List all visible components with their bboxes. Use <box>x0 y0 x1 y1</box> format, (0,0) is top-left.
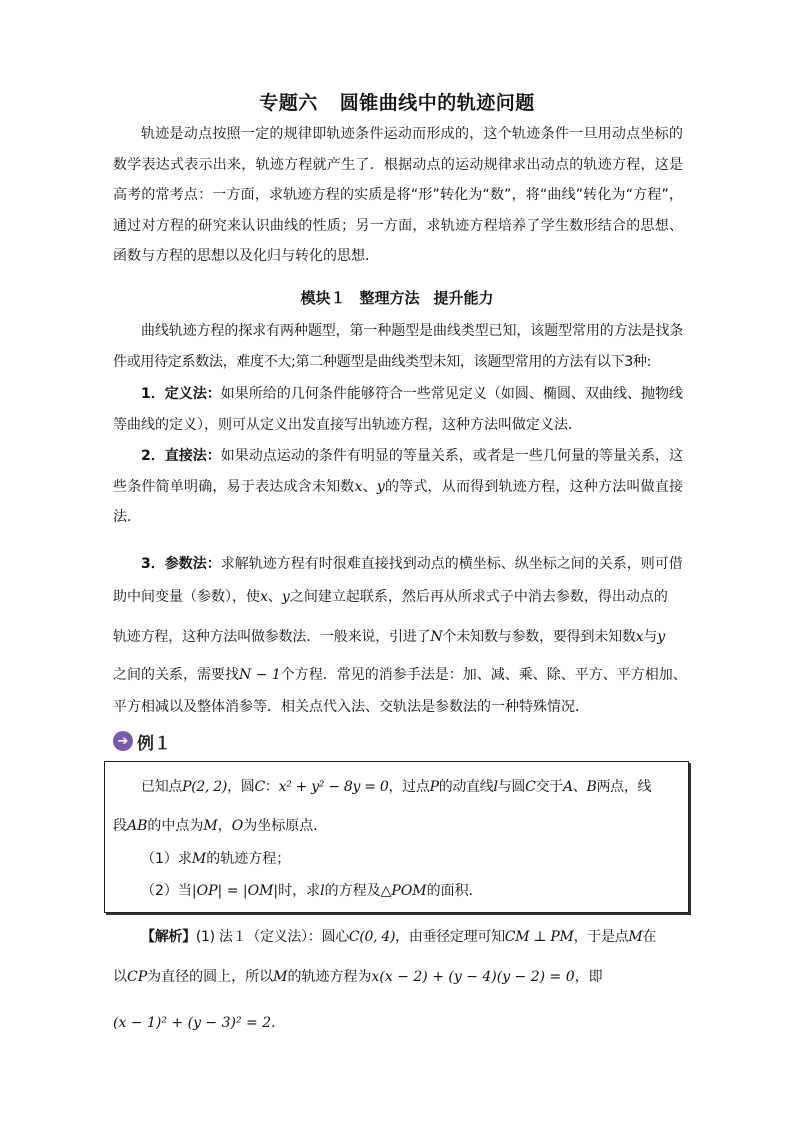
q-text: ： <box>264 779 279 795</box>
method-direct <box>113 441 683 533</box>
method3-line4-a: 之间的关系，需要找 <box>113 667 239 683</box>
sol-text: ，由垂径定理可知 <box>395 929 505 945</box>
sol-text: (1) 法１（定义法）：圆心 <box>195 929 349 945</box>
q-text: （2）当 <box>141 883 192 899</box>
segment-cp: CP <box>127 969 148 985</box>
var-a: A <box>562 779 573 795</box>
method3-line3-a: 轨迹方程，这种方法叫做参数法．一般来说，引进了 <box>113 629 431 645</box>
q-text: 的面积． <box>426 883 483 899</box>
method3-line2-b: 之间建立起联系，然后再从所求式子中消去参数，得出动点的 <box>289 589 668 605</box>
module-part2: 整理方法 <box>359 289 420 307</box>
var-x: x <box>354 478 363 495</box>
triangle-pom: POM <box>391 883 427 899</box>
method2-text-a: 如果动点运动的条件有明显的等量关系，或者是一些几何量的等量关系，这些条件简单明确，易于表达成含未知数 <box>113 448 683 495</box>
sep: 、 <box>267 589 282 605</box>
var-y: y <box>376 478 385 495</box>
solution-line1 <box>141 926 683 946</box>
q-text: 、 <box>572 779 587 795</box>
q-text: 段 <box>113 818 127 834</box>
arrow-circle-icon: ➔ <box>113 731 133 751</box>
method3-label: 3．参数法： <box>141 556 221 572</box>
sol-text: 的轨迹方程为 <box>287 969 372 985</box>
n-minus-1: N − 1 <box>239 667 281 683</box>
and: 与 <box>643 629 658 645</box>
var-l: l <box>320 883 325 899</box>
module-number: 模块１ <box>300 289 346 307</box>
q-text: 的轨迹方程； <box>206 851 291 867</box>
sep: 、 <box>362 478 377 495</box>
circle-standard-equation: (x − 1)² + (y − 3)² = 2 <box>113 1015 272 1031</box>
var-x: x <box>635 629 644 645</box>
q-text: 的动直线 <box>438 779 494 795</box>
method3-line1-text: 求解轨迹方程有时很难直接找到动点的横坐标、纵坐标之间的关系，则可借 <box>220 556 683 572</box>
var-x: x <box>260 589 268 605</box>
question-part2 <box>141 880 683 900</box>
sol-text: 以 <box>113 969 127 985</box>
q-text: 与圆 <box>497 779 526 795</box>
method1-text: 如果所给的几何条件能够符合一些常见定义（如圆、椭圆、双曲线、抛物线等曲线的定义），则可从定义出发直接写出轨迹方程，这种方法叫做定义法． <box>113 386 683 433</box>
example-header <box>113 728 171 754</box>
sol-text: ，即 <box>574 969 603 985</box>
q-text: 时，求 <box>278 883 321 899</box>
var-l: l <box>493 779 498 795</box>
var-m: M <box>203 818 218 834</box>
sol-text: 在 <box>642 929 657 945</box>
sol-text: 为直径的圆上，所以 <box>147 969 274 985</box>
method2-text-b: 的等式，从而得到轨迹方程，这种方法叫做直接法． <box>113 478 684 525</box>
var-n: N <box>430 629 443 645</box>
locus-equation: x(x − 2) + (y − 4)(y − 2) = 0 <box>371 969 575 985</box>
methods-intro: 曲线轨迹方程的探求有两种题型，第一种题型是曲线类型已知，该题型常用的方法是找条件或用待定系数法，难度不大;第二种题型是曲线类型未知，该题型常用的方法有以下3种: <box>113 323 683 370</box>
method-definition <box>113 379 683 440</box>
var-y: y <box>281 589 290 605</box>
solution-line2 <box>113 966 683 986</box>
method1-label: 1．定义法： <box>141 386 221 402</box>
q-text: 两点，线 <box>596 779 652 795</box>
method3-line1 <box>141 553 683 573</box>
var-m: M <box>628 929 643 945</box>
question-line1 <box>141 776 683 796</box>
example-label: 例１ <box>137 733 171 754</box>
var-p: P <box>429 779 439 795</box>
method3-line4-b: 个方程．常见的消参手法是：加、减、乘、除、平方、平方相加、 <box>280 667 687 683</box>
var-b: B <box>586 779 597 795</box>
method3-line2 <box>113 586 683 606</box>
title-subject: 圆锥曲线中的轨迹问题 <box>339 92 535 114</box>
solution-line3 <box>113 1012 683 1032</box>
method3-line4 <box>113 664 687 684</box>
var-c: C <box>525 779 536 795</box>
method3-line2-a: 助中间变量（参数），使 <box>113 589 260 605</box>
q-text: 的中点为 <box>147 818 204 834</box>
module-part3: 提升能力 <box>433 289 494 307</box>
perpendicular: CM ⊥ PM <box>504 929 574 945</box>
method3-line3-b: 个未知数与参数，要得到未知数 <box>442 629 636 645</box>
q-text: ，圆 <box>227 779 255 795</box>
var-o: O <box>231 818 244 834</box>
method3-line3 <box>113 626 683 646</box>
title-topic: 专题六 <box>259 92 318 114</box>
q-text: 交于 <box>535 779 563 795</box>
point-p: P(2, 2) <box>182 779 228 795</box>
method3-line5: 平方相减以及整体消参等．相关点代入法、交轨法是参数法的一种特殊情况． <box>113 699 589 715</box>
q-text: ，过点 <box>388 779 430 795</box>
module-heading <box>0 287 794 308</box>
circle-equation: x² + y² − 8y = 0 <box>278 779 389 795</box>
question-part1 <box>141 848 683 868</box>
segment-ab: AB <box>127 818 148 834</box>
q-text: （1）求 <box>141 851 192 867</box>
q-text: 已知点 <box>141 779 183 795</box>
q-text: 的方程及△ <box>324 883 392 899</box>
q-text: 为坐标原点． <box>243 818 328 834</box>
q-text: ， <box>217 818 232 834</box>
solution-label: 【解析】 <box>141 929 196 945</box>
sol-text: ． <box>271 1015 286 1031</box>
var-m: M <box>191 851 207 867</box>
question-line2 <box>113 815 683 835</box>
method2-label: 2．直接法： <box>141 448 221 464</box>
intro-paragraph: 轨迹是动点按照一定的规律即轨迹条件运动而形成的，这个轨迹条件一旦用动点坐标的数学表达式表示出来，轨迹方程就产生了．根据动点的运动规律求出动点的轨迹方程，这是高考的常考点：一方面，求轨迹方程的实质是将“形”转化为“数”，将“曲线”转化为“方程”，通过对方程的研究来认识曲线的性质；另一方面，求轨迹方程培养了学生数形结合的思想、函数与方程的思想以及化归与转化的思想． <box>113 126 683 264</box>
center-c: C(0, 4) <box>348 929 396 945</box>
circle-c: C <box>254 779 265 795</box>
abs-equation: |OP| = |OM| <box>191 883 279 899</box>
var-y: y <box>657 629 665 645</box>
page-title <box>0 88 794 115</box>
var-m: M <box>273 969 288 985</box>
sol-text: ，于是点 <box>573 929 629 945</box>
